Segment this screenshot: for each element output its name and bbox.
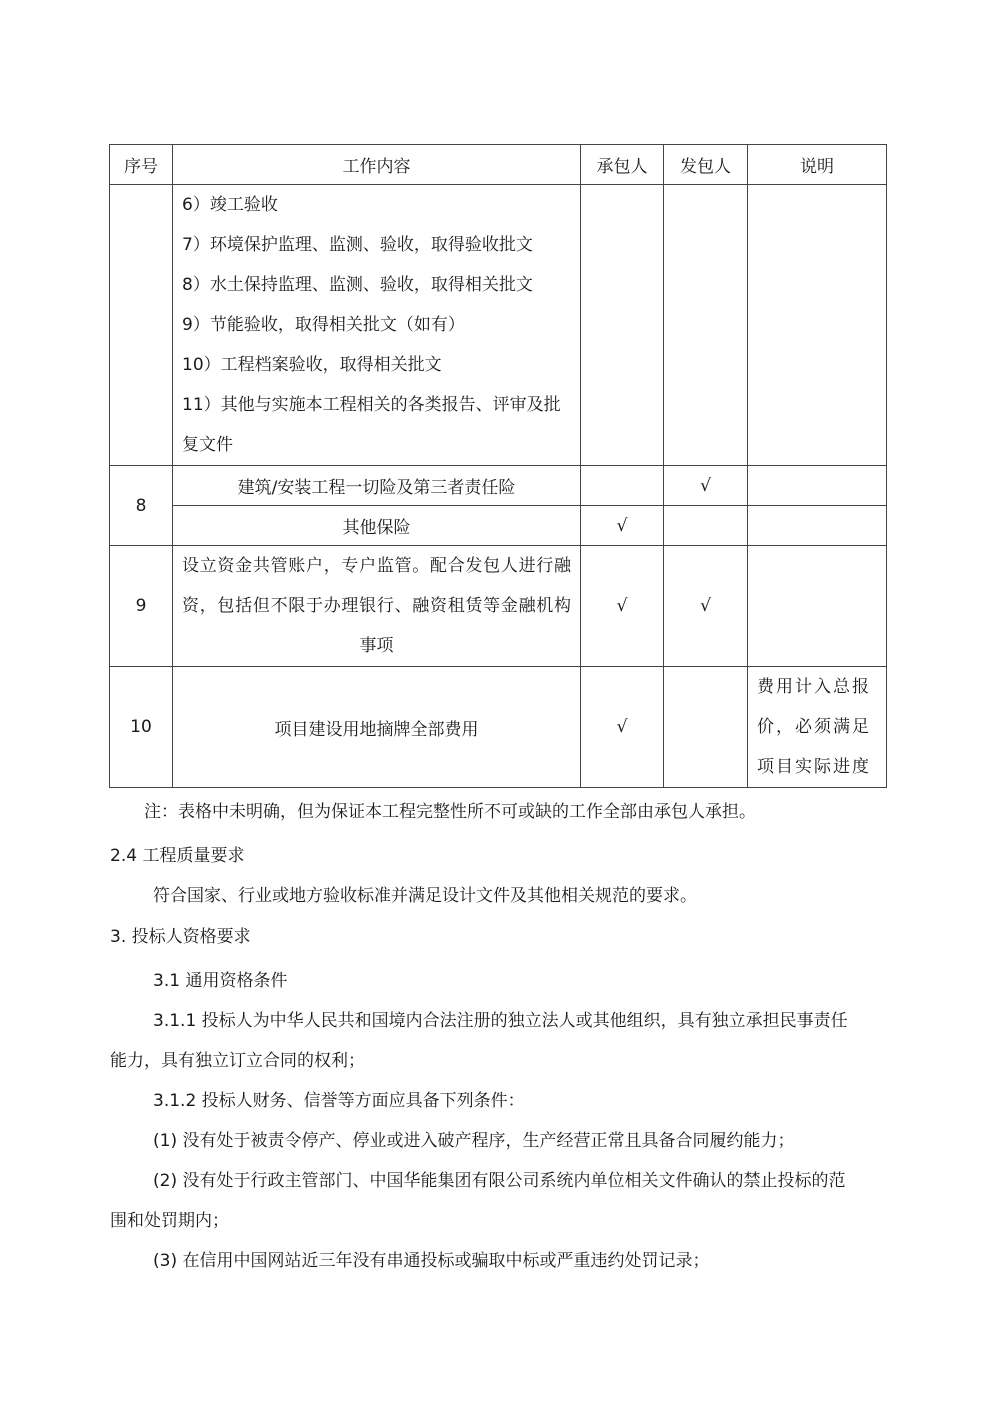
table-row (110, 185, 887, 466)
cell-remark: 费用计入总报价，必须满足项目实际进度 (748, 667, 887, 788)
cell-content-list (173, 185, 581, 466)
cell-index (110, 185, 173, 466)
cell-contractor (581, 185, 664, 466)
cell-employer: √ (664, 546, 748, 667)
table-row (110, 667, 887, 788)
cell-contractor: √ (581, 546, 664, 667)
header-employer: 发包人 (664, 145, 748, 185)
list-item: (3) 在信用中国网站近三年没有串通投标或骗取中标或严重违约处罚记录； (153, 1251, 710, 1271)
table-header-row (110, 145, 887, 185)
section-heading-3: 3. 投标人资格要求 (110, 927, 251, 947)
cell-contractor (581, 466, 664, 506)
table-row (110, 506, 887, 546)
cell-employer: √ (664, 466, 748, 506)
cell-index: 8 (110, 466, 173, 546)
cell-index: 9 (110, 546, 173, 667)
section-heading-2-4: 2.4 工程质量要求 (110, 846, 245, 866)
cell-contractor: √ (581, 506, 664, 546)
paragraph: 3.1.2 投标人财务、信誉等方面应具备下列条件： (153, 1091, 525, 1111)
header-contractor: 承包人 (581, 145, 664, 185)
cell-content: 建筑/安装工程一切险及第三者责任险 (173, 466, 581, 506)
list-item: 6）竣工验收 (182, 195, 278, 215)
list-item: 10）工程档案验收，取得相关批文 (182, 355, 442, 375)
section-heading-3-1: 3.1 通用资格条件 (153, 971, 288, 991)
list-item: 围和处罚期内； (110, 1211, 229, 1231)
list-item: 9）节能验收，取得相关批文（如有） (182, 315, 465, 335)
cell-remark (748, 546, 887, 667)
header-index: 序号 (110, 145, 173, 185)
table-row (110, 546, 887, 667)
cell-content: 项目建设用地摘牌全部费用 (173, 667, 581, 788)
header-content: 工作内容 (173, 145, 581, 185)
cell-remark (748, 466, 887, 506)
list-item: (1) 没有处于被责令停产、停业或进入破产程序，生产经营正常且具备合同履约能力； (153, 1131, 795, 1151)
table-row (110, 466, 887, 506)
list-item: 复文件 (182, 435, 233, 455)
cell-remark (748, 506, 887, 546)
cell-content: 设立资金共管账户，专户监管。配合发包人进行融资，包括但不限于办理银行、融资租赁等金融机构事项 (173, 546, 581, 667)
list-item: 7）环境保护监理、监测、验收，取得验收批文 (182, 235, 533, 255)
work-division-table (109, 144, 887, 788)
list-item: 8）水土保持监理、监测、验收，取得相关批文 (182, 275, 533, 295)
cell-content: 其他保险 (173, 506, 581, 546)
paragraph: 3.1.1 投标人为中华人民共和国境内合法注册的独立法人或其他组织，具有独立承担民事责任 (153, 1011, 848, 1031)
list-item: 11）其他与实施本工程相关的各类报告、评审及批 (182, 395, 561, 415)
cell-index: 10 (110, 667, 173, 788)
cell-contractor: √ (581, 667, 664, 788)
table-note: 注：表格中未明确，但为保证本工程完整性所不可或缺的工作全部由承包人承担。 (144, 802, 756, 822)
paragraph: 符合国家、行业或地方验收标准并满足设计文件及其他相关规范的要求。 (153, 886, 697, 906)
cell-employer (664, 667, 748, 788)
cell-employer (664, 506, 748, 546)
paragraph: 能力，具有独立订立合同的权利； (110, 1051, 365, 1071)
list-item: (2) 没有处于行政主管部门、中国华能集团有限公司系统内单位相关文件确认的禁止投标的范 (153, 1171, 846, 1191)
cell-employer (664, 185, 748, 466)
cell-remark (748, 185, 887, 466)
header-remark: 说明 (748, 145, 887, 185)
